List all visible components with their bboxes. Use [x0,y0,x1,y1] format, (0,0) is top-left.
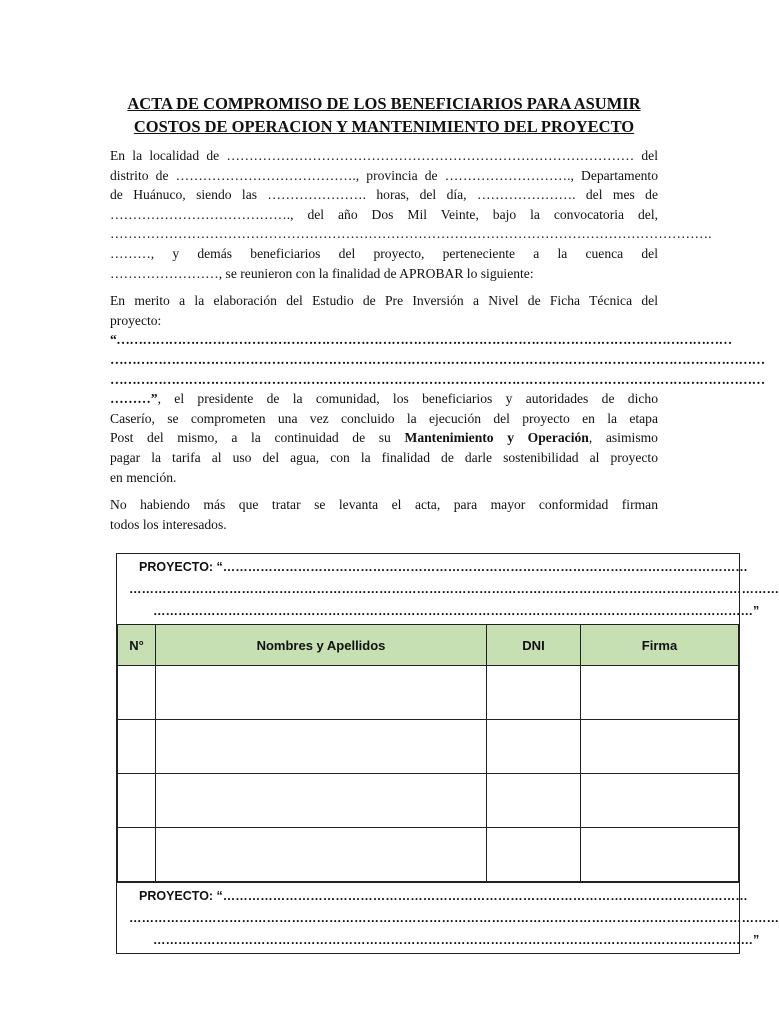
intro-line: de Huánuco, siendo las …………………. horas, del día, …………………. del mes de [110,187,658,203]
title-line-2: COSTOS DE OPERACION Y MANTENIMIENTO DEL PROYECTO [133,117,635,136]
commitment-text: , el presidente de la comunidad, los beneficiarios y autoridades de dicho [157,391,658,407]
closing-line: todos los interesados. [110,516,227,532]
cell-names[interactable] [156,828,487,882]
document-title [110,92,658,138]
commitment-line: En merito a la elaboración del Estudio de Pre Inversión a Nivel de Ficha Técnica del [110,293,658,309]
bold-phrase: Mantenimiento y Operación [404,430,589,446]
cell-number[interactable] [118,666,156,720]
table-row [118,828,739,882]
cell-dni[interactable] [487,720,581,774]
signature-sheet [116,553,779,954]
cell-names[interactable] [156,720,487,774]
project-header-top [117,554,779,624]
intro-line: distrito de …………………………………., provincia de ………………………., Departamento [110,167,658,183]
cell-number[interactable] [118,774,156,828]
cell-dni[interactable] [487,828,581,882]
cell-signature[interactable] [581,666,739,720]
project-line: PROYECTO: “……………………………………………………………………………………………………………… [139,560,748,574]
commitment-line [110,428,658,448]
cell-names[interactable] [156,774,487,828]
project-header-bottom [117,882,779,953]
commitment-line [110,389,658,409]
project-name-blank: “…………………………………………………………………………………………………………………………… [110,332,732,348]
project-line: PROYECTO: “……………………………………………………………………………………………………………… [139,889,748,903]
project-line: ………………………………………………………………………………………………………………………………………… [129,911,779,925]
intro-line: …………………………………., del año Dos Mil Veinte, bajo la convocatoria del, [110,206,658,222]
table-row [118,720,739,774]
cell-dni[interactable] [487,774,581,828]
column-header-dni: DNI [487,625,581,666]
table-row [118,774,739,828]
commitment-line: en mención. [110,469,177,485]
cell-names[interactable] [156,666,487,720]
closing-line: No habiendo más que tratar se levanta el acta, para mayor conformidad firman [110,497,658,513]
column-header-names: Nombres y Apellidos [156,625,487,666]
commitment-paragraph [110,291,765,487]
commitment-line: pagar la tarifa al uso del agua, con la finalidad de darle sostenibilidad al proyecto [110,449,658,465]
closing-paragraph [110,495,658,534]
commitment-text: , asimismo [588,430,658,446]
table-header-row [118,625,739,666]
intro-line: ……………………………………………………………………………………………………………………. [110,226,712,242]
project-line: ………………………………………………………………………………………………………………………………” [153,604,760,618]
commitment-line: Caserío, se comprometen una vez concluido la ejecución del proyecto en la etapa [110,410,658,426]
cell-number[interactable] [118,828,156,882]
intro-paragraph [110,146,712,283]
commitment-text: Post del mismo, a la continuidad de su [110,430,405,446]
intro-line: En la localidad de ……………………………………………………………………………… del [110,148,658,163]
cell-signature[interactable] [581,720,739,774]
title-line-1: ACTA DE COMPROMISO DE LOS BENEFICIARIOS PARA ASUMIR [127,94,641,113]
project-name-close: ………” [110,391,158,407]
cell-dni[interactable] [487,666,581,720]
cell-number[interactable] [118,720,156,774]
project-line: ………………………………………………………………………………………………………………………………” [153,933,760,947]
cell-signature[interactable] [581,774,739,828]
document-page [110,92,765,542]
table-row [118,666,739,720]
project-line: ………………………………………………………………………………………………………………………………………… [129,582,779,596]
intro-line: ………, y demás beneficiarios del proyecto, perteneciente a la cuenca del [110,245,658,261]
cell-signature[interactable] [581,828,739,882]
commitment-line: proyecto: [110,312,162,328]
signature-table [117,624,739,882]
project-name-blank: …………………………………………………………………………………………………………………………………… [110,371,765,387]
project-name-blank: …………………………………………………………………………………………………………………………………… [110,351,765,367]
intro-line: ……………………, se reunieron con la finalidad de APROBAR lo siguiente: [110,265,534,281]
column-header-number: N° [118,625,156,666]
column-header-signature: Firma [581,625,739,666]
